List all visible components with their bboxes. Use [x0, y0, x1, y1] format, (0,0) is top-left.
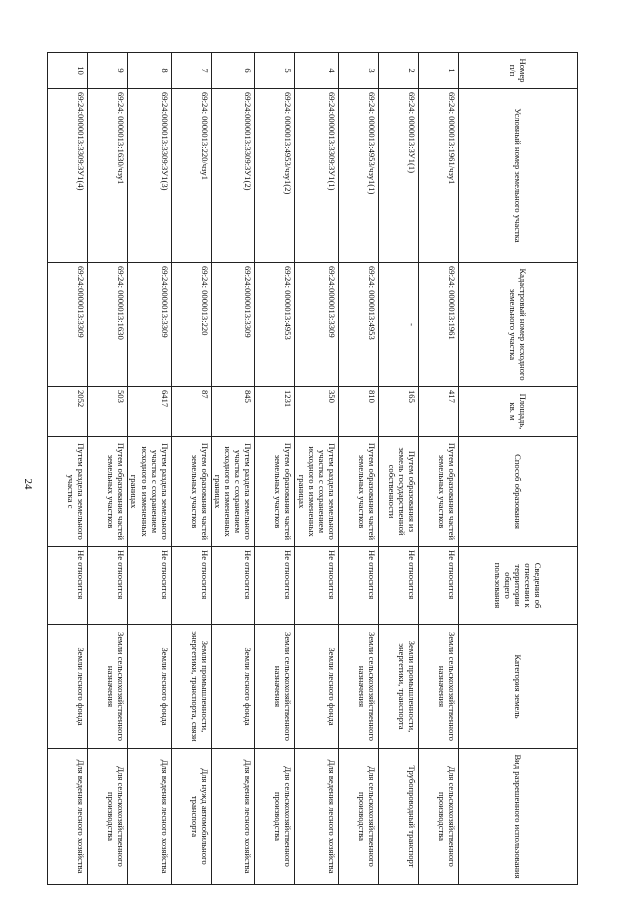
cell-territory: Не относится [171, 547, 211, 625]
cell-category: Земли сельскохозяйственного назначения [419, 625, 459, 749]
header-category: Категория земель [459, 625, 578, 749]
header-territory: Сведения об отнесении к территории общего пользования [459, 547, 578, 625]
cell-cadastral-number: 69:24:0000013:3309 [48, 263, 88, 387]
cell-category: Земли лесного фонда [48, 625, 88, 749]
cell-permitted-use: Для ведения лесного хозяйства [128, 749, 172, 885]
cell-method: Путем раздела земельного участка с сохранением исходного в измененных границах [295, 437, 339, 547]
table-row [211, 53, 255, 885]
cell-area: 165 [379, 387, 419, 437]
cell-area: 810 [339, 387, 379, 437]
cell-conditional-number: 69:24: 0000013:220/чзу1 [171, 89, 211, 263]
cell-area: 87 [171, 387, 211, 437]
cell-permitted-use: Для ведения лесного хозяйства [48, 749, 88, 885]
cell-conditional-number: 69:24:0000013:3309:ЗУ1(3) [128, 89, 172, 263]
header-permitted-use: Вид разрешенного использования [459, 749, 578, 885]
cell-area: 417 [419, 387, 459, 437]
cell-territory: Не относится [211, 547, 255, 625]
cell-territory: Не относится [379, 547, 419, 625]
cell-territory: Не относится [48, 547, 88, 625]
header-conditional-number: Условный номер земельного участка [459, 89, 578, 263]
cell-method: Путем образования частей земельных участков [88, 437, 128, 547]
cell-conditional-number: 69:24:0000013:3309:ЗУ1(2) [211, 89, 255, 263]
cell-cadastral-number: 69:24: 0000013:220 [171, 263, 211, 387]
cell-category: Земли лесного фонда [128, 625, 172, 749]
cell-permitted-use: Для ведения лесного хозяйства [295, 749, 339, 885]
cell-area: 350 [295, 387, 339, 437]
cell-permitted-use: Для сельскохозяйственного производства [419, 749, 459, 885]
cell-area: 2052 [48, 387, 88, 437]
cell-permitted-use: Для ведения лесного хозяйства [211, 749, 255, 885]
cell-method: Путем образования частей земельных участков [339, 437, 379, 547]
cell-num: 10 [48, 53, 88, 89]
table-row [88, 53, 128, 885]
cell-permitted-use: Для нужд автомобильного транспорта [171, 749, 211, 885]
cell-num: 9 [88, 53, 128, 89]
cell-conditional-number: 69:24: 0000013:1961/чзу1 [419, 89, 459, 263]
header-method: Способ образования [459, 437, 578, 547]
header-area: Площадь, кв. м [459, 387, 578, 437]
cell-num: 5 [255, 53, 295, 89]
cell-territory: Не относится [88, 547, 128, 625]
rotated-table-container [58, 52, 578, 884]
cell-method: Путем образования частей земельных участков [255, 437, 295, 547]
page-number: 24 [22, 478, 34, 490]
table-header-row [459, 53, 578, 885]
cell-territory: Не относится [255, 547, 295, 625]
cell-conditional-number: 69:24: 0000013:ЗУ1(1) [379, 89, 419, 263]
cell-permitted-use: Для сельскохозяйственного производства [255, 749, 295, 885]
cell-permitted-use: Для сельскохозяйственного производства [339, 749, 379, 885]
cell-category: Земли лесного фонда [295, 625, 339, 749]
cell-area: 845 [211, 387, 255, 437]
cell-method: Путем раздела земельного участка с сохранением исходного в измененных границах [128, 437, 172, 547]
cell-territory: Не относится [128, 547, 172, 625]
cell-category: Земли сельскохозяйственного назначения [339, 625, 379, 749]
cell-permitted-use: Трубопроводный транспорт [379, 749, 419, 885]
cell-num: 4 [295, 53, 339, 89]
cell-conditional-number: 69:24: 0000013:4953/чзу1(1) [339, 89, 379, 263]
cell-category: Земли сельскохозяйственного назначения [88, 625, 128, 749]
cell-method: Путем образования частей земельных участков [419, 437, 459, 547]
cell-category: Земли лесного фонда [211, 625, 255, 749]
cell-cadastral-number: 69:24: 0000013:4953 [255, 263, 295, 387]
cell-num: 8 [128, 53, 172, 89]
cell-category: Земли промышленности, энергетики, транспорта, связи [171, 625, 211, 749]
cell-category: Земли промышленности, энергетики, транспорта [379, 625, 419, 749]
cell-method: Путем образования частей земельных участков [171, 437, 211, 547]
cell-permitted-use: Для сельскохозяйственного производства [88, 749, 128, 885]
cell-area: 1231 [255, 387, 295, 437]
cell-territory: Не относится [339, 547, 379, 625]
table-row [255, 53, 295, 885]
land-plots-table [47, 52, 578, 885]
cell-cadastral-number: 69:24:0000013:3309 [211, 263, 255, 387]
table-row [379, 53, 419, 885]
cell-num: 3 [339, 53, 379, 89]
table-row [295, 53, 339, 885]
table-row [339, 53, 379, 885]
cell-num: 1 [419, 53, 459, 89]
cell-cadastral-number: 69:24: 0000013:1630 [88, 263, 128, 387]
cell-area: 6417 [128, 387, 172, 437]
table-row [171, 53, 211, 885]
cell-conditional-number: 69:24:0000013:3309:ЗУ1(1) [295, 89, 339, 263]
cell-conditional-number: 69:24: 0000013:4953/чзу1(2) [255, 89, 295, 263]
header-cadastral-number: Кадастровый номер исходного земельного участка [459, 263, 578, 387]
cell-conditional-number: 69:24: 0000013:1630/чзу1 [88, 89, 128, 263]
cell-cadastral-number: 69:24:0000013:3309 [295, 263, 339, 387]
cell-cadastral-number: 69:24: 0000013:1961 [419, 263, 459, 387]
cell-num: 2 [379, 53, 419, 89]
cell-num: 7 [171, 53, 211, 89]
cell-cadastral-number: 69:24:0000013:3309 [128, 263, 172, 387]
cell-territory: Не относится [419, 547, 459, 625]
cell-method: Путем образования из земель государственной собственности [379, 437, 419, 547]
table-row [128, 53, 172, 885]
cell-num: 6 [211, 53, 255, 89]
table-row [419, 53, 459, 885]
cell-conditional-number: 69:24:0000013:3309:ЗУ1(4) [48, 89, 88, 263]
table-row [48, 53, 88, 885]
header-num: Номер п/п [459, 53, 578, 89]
cell-area: 503 [88, 387, 128, 437]
cell-cadastral-number: 69:24: 0000013:4953 [339, 263, 379, 387]
cell-territory: Не относится [295, 547, 339, 625]
cell-cadastral-number: - [379, 263, 419, 387]
cell-method: Путем раздела земельного участка с [48, 437, 88, 547]
cell-method: Путем раздела земельного участка с сохранением исходного в измененных границах [211, 437, 255, 547]
cell-category: Земли сельскохозяйственного назначения [255, 625, 295, 749]
